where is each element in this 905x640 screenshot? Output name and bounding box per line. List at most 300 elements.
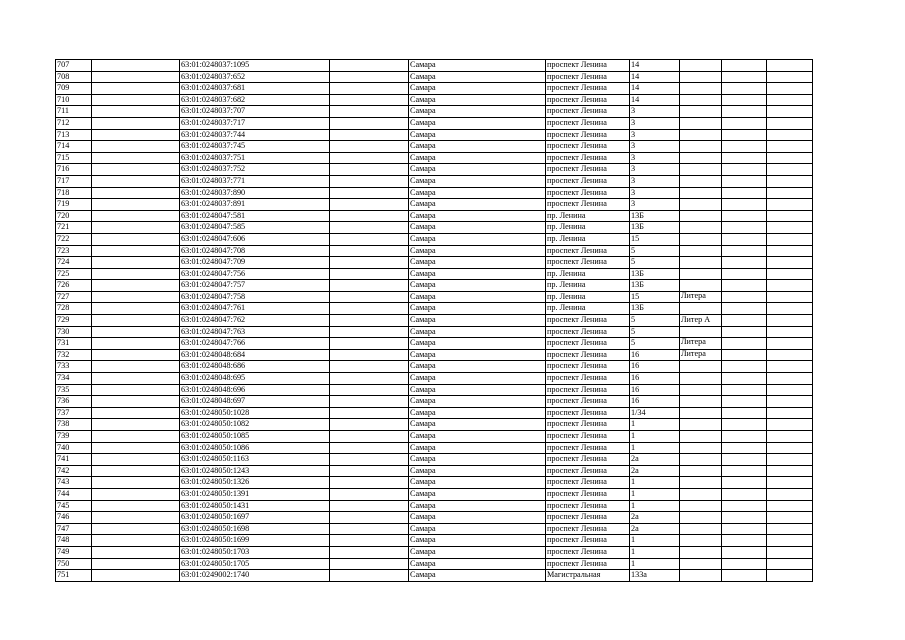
row-number-cell: 737 xyxy=(56,407,92,419)
city-cell: Самара xyxy=(409,222,546,234)
empty-cell xyxy=(92,349,180,361)
cadastral-number-cell: 63:01:0248047:757 xyxy=(180,280,330,292)
empty-cell xyxy=(722,442,767,454)
cadastral-number-cell: 63:01:0248037:745 xyxy=(180,141,330,153)
house-number-cell: 13Б xyxy=(630,210,680,222)
table-row xyxy=(56,384,813,396)
table-row xyxy=(56,500,813,512)
row-number-cell: 744 xyxy=(56,488,92,500)
empty-cell xyxy=(722,338,767,350)
house-number-cell: 16 xyxy=(630,373,680,385)
empty-cell xyxy=(92,187,180,199)
empty-cell xyxy=(92,199,180,211)
street-cell: проспект Ленина xyxy=(546,431,630,443)
liter-cell xyxy=(680,129,722,141)
liter-cell xyxy=(680,106,722,118)
empty-cell xyxy=(722,187,767,199)
row-number-cell: 715 xyxy=(56,152,92,164)
empty-cell xyxy=(767,152,813,164)
table-row xyxy=(56,488,813,500)
liter-cell xyxy=(680,361,722,373)
empty-cell xyxy=(722,257,767,269)
table-row xyxy=(56,175,813,187)
city-cell: Самара xyxy=(409,384,546,396)
empty-cell xyxy=(92,465,180,477)
empty-cell xyxy=(92,442,180,454)
liter-cell xyxy=(680,512,722,524)
liter-cell xyxy=(680,419,722,431)
empty-cell xyxy=(330,210,409,222)
cadastral-number-cell: 63:01:0248037:744 xyxy=(180,129,330,141)
table-row xyxy=(56,523,813,535)
table-row xyxy=(56,477,813,489)
cadastral-number-cell: 63:01:0248050:1028 xyxy=(180,407,330,419)
empty-cell xyxy=(767,535,813,547)
empty-cell xyxy=(722,233,767,245)
empty-cell xyxy=(767,546,813,558)
liter-cell xyxy=(680,83,722,95)
empty-cell xyxy=(330,500,409,512)
empty-cell xyxy=(92,361,180,373)
liter-cell xyxy=(680,442,722,454)
cadastral-number-cell: 63:01:0248037:891 xyxy=(180,199,330,211)
row-number-cell: 710 xyxy=(56,94,92,106)
empty-cell xyxy=(92,222,180,234)
table-row xyxy=(56,94,813,106)
table-row xyxy=(56,141,813,153)
cadastral-number-cell: 63:01:0248050:1082 xyxy=(180,419,330,431)
city-cell: Самара xyxy=(409,129,546,141)
cadastral-number-cell: 63:01:0248037:652 xyxy=(180,71,330,83)
city-cell: Самара xyxy=(409,94,546,106)
city-cell: Самара xyxy=(409,338,546,350)
house-number-cell: 1 xyxy=(630,419,680,431)
row-number-cell: 743 xyxy=(56,477,92,489)
city-cell: Самара xyxy=(409,245,546,257)
cadastral-number-cell: 63:01:0249002:1740 xyxy=(180,570,330,582)
row-number-cell: 749 xyxy=(56,546,92,558)
house-number-cell: 133а xyxy=(630,570,680,582)
empty-cell xyxy=(722,407,767,419)
empty-cell xyxy=(767,396,813,408)
empty-cell xyxy=(92,523,180,535)
house-number-cell: 15 xyxy=(630,233,680,245)
row-number-cell: 734 xyxy=(56,373,92,385)
house-number-cell: 1 xyxy=(630,488,680,500)
street-cell: проспект Ленина xyxy=(546,60,630,72)
empty-cell xyxy=(722,83,767,95)
table-row xyxy=(56,396,813,408)
house-number-cell: 15 xyxy=(630,291,680,303)
empty-cell xyxy=(767,419,813,431)
city-cell: Самара xyxy=(409,407,546,419)
cadastral-number-cell: 63:01:0248050:1326 xyxy=(180,477,330,489)
empty-cell xyxy=(767,570,813,582)
empty-cell xyxy=(722,141,767,153)
row-number-cell: 738 xyxy=(56,419,92,431)
cadastral-number-cell: 63:01:0248048:686 xyxy=(180,361,330,373)
city-cell: Самара xyxy=(409,210,546,222)
empty-cell xyxy=(330,396,409,408)
city-cell: Самара xyxy=(409,431,546,443)
liter-cell xyxy=(680,384,722,396)
empty-cell xyxy=(722,222,767,234)
liter-cell xyxy=(680,94,722,106)
city-cell: Самара xyxy=(409,60,546,72)
empty-cell xyxy=(330,303,409,315)
street-cell: пр. Ленина xyxy=(546,291,630,303)
street-cell: проспект Ленина xyxy=(546,361,630,373)
empty-cell xyxy=(722,465,767,477)
house-number-cell: 1 xyxy=(630,477,680,489)
table-row xyxy=(56,129,813,141)
empty-cell xyxy=(330,106,409,118)
liter-cell xyxy=(680,71,722,83)
empty-cell xyxy=(767,210,813,222)
city-cell: Самара xyxy=(409,141,546,153)
table-row xyxy=(56,558,813,570)
city-cell: Самара xyxy=(409,83,546,95)
cadastral-number-cell: 63:01:0248037:717 xyxy=(180,117,330,129)
house-number-cell: 1/34 xyxy=(630,407,680,419)
house-number-cell: 3 xyxy=(630,152,680,164)
empty-cell xyxy=(330,71,409,83)
liter-cell xyxy=(680,407,722,419)
empty-cell xyxy=(722,419,767,431)
empty-cell xyxy=(330,94,409,106)
row-number-cell: 709 xyxy=(56,83,92,95)
cadastral-number-cell: 63:01:0248048:695 xyxy=(180,373,330,385)
row-number-cell: 717 xyxy=(56,175,92,187)
empty-cell xyxy=(330,361,409,373)
liter-cell xyxy=(680,199,722,211)
liter-cell xyxy=(680,164,722,176)
empty-cell xyxy=(767,558,813,570)
cadastral-number-cell: 63:01:0248047:709 xyxy=(180,257,330,269)
house-number-cell: 14 xyxy=(630,83,680,95)
cadastral-number-cell: 63:01:0248050:1698 xyxy=(180,523,330,535)
row-number-cell: 720 xyxy=(56,210,92,222)
street-cell: проспект Ленина xyxy=(546,384,630,396)
cadastral-number-cell: 63:01:0248047:606 xyxy=(180,233,330,245)
table-row xyxy=(56,83,813,95)
house-number-cell: 14 xyxy=(630,71,680,83)
empty-cell xyxy=(92,233,180,245)
row-number-cell: 741 xyxy=(56,454,92,466)
house-number-cell: 1 xyxy=(630,535,680,547)
row-number-cell: 732 xyxy=(56,349,92,361)
house-number-cell: 13Б xyxy=(630,268,680,280)
table-row xyxy=(56,338,813,350)
city-cell: Самара xyxy=(409,303,546,315)
street-cell: проспект Ленина xyxy=(546,523,630,535)
empty-cell xyxy=(722,512,767,524)
house-number-cell: 5 xyxy=(630,326,680,338)
empty-cell xyxy=(330,477,409,489)
street-cell: пр. Ленина xyxy=(546,233,630,245)
liter-cell xyxy=(680,117,722,129)
city-cell: Самара xyxy=(409,257,546,269)
liter-cell xyxy=(680,570,722,582)
empty-cell xyxy=(92,245,180,257)
street-cell: проспект Ленина xyxy=(546,199,630,211)
empty-cell xyxy=(767,303,813,315)
house-number-cell: 1 xyxy=(630,546,680,558)
empty-cell xyxy=(92,83,180,95)
empty-cell xyxy=(722,106,767,118)
street-cell: проспект Ленина xyxy=(546,257,630,269)
empty-cell xyxy=(722,384,767,396)
city-cell: Самара xyxy=(409,454,546,466)
empty-cell xyxy=(92,280,180,292)
cadastral-number-cell: 63:01:0248050:1391 xyxy=(180,488,330,500)
cadastral-number-cell: 63:01:0248047:581 xyxy=(180,210,330,222)
table-row xyxy=(56,199,813,211)
liter-cell xyxy=(680,210,722,222)
empty-cell xyxy=(722,477,767,489)
empty-cell xyxy=(767,233,813,245)
empty-cell xyxy=(767,199,813,211)
house-number-cell: 13Б xyxy=(630,280,680,292)
row-number-cell: 712 xyxy=(56,117,92,129)
street-cell: проспект Ленина xyxy=(546,187,630,199)
row-number-cell: 742 xyxy=(56,465,92,477)
empty-cell xyxy=(722,396,767,408)
liter-cell xyxy=(680,222,722,234)
street-cell: проспект Ленина xyxy=(546,349,630,361)
empty-cell xyxy=(722,326,767,338)
empty-cell xyxy=(92,373,180,385)
cadastral-number-cell: 63:01:0248050:1697 xyxy=(180,512,330,524)
street-cell: проспект Ленина xyxy=(546,407,630,419)
empty-cell xyxy=(722,500,767,512)
liter-cell xyxy=(680,454,722,466)
house-number-cell: 1 xyxy=(630,442,680,454)
empty-cell xyxy=(330,187,409,199)
empty-cell xyxy=(330,349,409,361)
city-cell: Самара xyxy=(409,117,546,129)
row-number-cell: 729 xyxy=(56,315,92,327)
table-row xyxy=(56,71,813,83)
liter-cell xyxy=(680,152,722,164)
table-row xyxy=(56,361,813,373)
table-row xyxy=(56,454,813,466)
city-cell: Самара xyxy=(409,396,546,408)
empty-cell xyxy=(722,488,767,500)
cadastral-number-cell: 63:01:0248050:1705 xyxy=(180,558,330,570)
empty-cell xyxy=(92,60,180,72)
table-row xyxy=(56,349,813,361)
empty-cell xyxy=(330,222,409,234)
street-cell: проспект Ленина xyxy=(546,442,630,454)
liter-cell xyxy=(680,431,722,443)
city-cell: Самара xyxy=(409,349,546,361)
empty-cell xyxy=(767,268,813,280)
row-number-cell: 707 xyxy=(56,60,92,72)
row-number-cell: 724 xyxy=(56,257,92,269)
cadastral-number-cell: 63:01:0248048:696 xyxy=(180,384,330,396)
empty-cell xyxy=(330,523,409,535)
empty-cell xyxy=(767,164,813,176)
empty-cell xyxy=(767,60,813,72)
empty-cell xyxy=(92,407,180,419)
empty-cell xyxy=(722,303,767,315)
empty-cell xyxy=(330,60,409,72)
row-number-cell: 708 xyxy=(56,71,92,83)
street-cell: проспект Ленина xyxy=(546,558,630,570)
empty-cell xyxy=(92,454,180,466)
table-row xyxy=(56,431,813,443)
empty-cell xyxy=(330,384,409,396)
empty-cell xyxy=(92,210,180,222)
city-cell: Самара xyxy=(409,199,546,211)
house-number-cell: 3 xyxy=(630,141,680,153)
cadastral-number-cell: 63:01:0248037:752 xyxy=(180,164,330,176)
city-cell: Самара xyxy=(409,477,546,489)
empty-cell xyxy=(92,152,180,164)
street-cell: пр. Ленина xyxy=(546,280,630,292)
empty-cell xyxy=(330,280,409,292)
liter-cell xyxy=(680,396,722,408)
row-number-cell: 730 xyxy=(56,326,92,338)
row-number-cell: 728 xyxy=(56,303,92,315)
empty-cell xyxy=(92,71,180,83)
empty-cell xyxy=(92,315,180,327)
row-number-cell: 723 xyxy=(56,245,92,257)
empty-cell xyxy=(722,558,767,570)
empty-cell xyxy=(330,326,409,338)
row-number-cell: 719 xyxy=(56,199,92,211)
empty-cell xyxy=(767,477,813,489)
house-number-cell: 13Б xyxy=(630,222,680,234)
empty-cell xyxy=(330,129,409,141)
table-row xyxy=(56,512,813,524)
empty-cell xyxy=(92,129,180,141)
empty-cell xyxy=(722,546,767,558)
empty-cell xyxy=(92,175,180,187)
liter-cell xyxy=(680,488,722,500)
empty-cell xyxy=(722,373,767,385)
empty-cell xyxy=(767,83,813,95)
empty-cell xyxy=(92,257,180,269)
table-row xyxy=(56,257,813,269)
empty-cell xyxy=(767,326,813,338)
city-cell: Самара xyxy=(409,268,546,280)
cadastral-number-cell: 63:01:0248050:1163 xyxy=(180,454,330,466)
empty-cell xyxy=(722,291,767,303)
cadastral-number-cell: 63:01:0248037:681 xyxy=(180,83,330,95)
empty-cell xyxy=(330,442,409,454)
table-row xyxy=(56,419,813,431)
house-number-cell: 2а xyxy=(630,454,680,466)
empty-cell xyxy=(92,500,180,512)
city-cell: Самара xyxy=(409,280,546,292)
house-number-cell: 3 xyxy=(630,106,680,118)
cadastral-number-cell: 63:01:0248048:697 xyxy=(180,396,330,408)
street-cell: проспект Ленина xyxy=(546,488,630,500)
street-cell: пр. Ленина xyxy=(546,210,630,222)
empty-cell xyxy=(767,349,813,361)
cadastral-number-cell: 63:01:0248047:708 xyxy=(180,245,330,257)
table-row xyxy=(56,222,813,234)
street-cell: проспект Ленина xyxy=(546,164,630,176)
liter-cell xyxy=(680,500,722,512)
empty-cell xyxy=(767,512,813,524)
empty-cell xyxy=(767,71,813,83)
cadastral-number-cell: 63:01:0248050:1699 xyxy=(180,535,330,547)
empty-cell xyxy=(92,431,180,443)
empty-cell xyxy=(330,465,409,477)
street-cell: пр. Ленина xyxy=(546,222,630,234)
city-cell: Самара xyxy=(409,326,546,338)
street-cell: проспект Ленина xyxy=(546,71,630,83)
empty-cell xyxy=(330,141,409,153)
cadastral-number-cell: 63:01:0248050:1086 xyxy=(180,442,330,454)
street-cell: проспект Ленина xyxy=(546,419,630,431)
empty-cell xyxy=(767,488,813,500)
table-row xyxy=(56,315,813,327)
liter-cell xyxy=(680,326,722,338)
empty-cell xyxy=(722,280,767,292)
house-number-cell: 1 xyxy=(630,558,680,570)
house-number-cell: 5 xyxy=(630,338,680,350)
street-cell: проспект Ленина xyxy=(546,454,630,466)
empty-cell xyxy=(767,291,813,303)
liter-cell xyxy=(680,187,722,199)
row-number-cell: 733 xyxy=(56,361,92,373)
empty-cell xyxy=(92,303,180,315)
street-cell: проспект Ленина xyxy=(546,396,630,408)
empty-cell xyxy=(330,535,409,547)
house-number-cell: 5 xyxy=(630,315,680,327)
house-number-cell: 2а xyxy=(630,465,680,477)
city-cell: Самара xyxy=(409,419,546,431)
liter-cell xyxy=(680,233,722,245)
empty-cell xyxy=(330,419,409,431)
empty-cell xyxy=(722,60,767,72)
empty-cell xyxy=(330,558,409,570)
city-cell: Самара xyxy=(409,361,546,373)
empty-cell xyxy=(92,477,180,489)
street-cell: проспект Ленина xyxy=(546,326,630,338)
city-cell: Самара xyxy=(409,187,546,199)
empty-cell xyxy=(92,117,180,129)
empty-cell xyxy=(767,315,813,327)
liter-cell xyxy=(680,141,722,153)
city-cell: Самара xyxy=(409,291,546,303)
row-number-cell: 745 xyxy=(56,500,92,512)
street-cell: проспект Ленина xyxy=(546,465,630,477)
street-cell: проспект Ленина xyxy=(546,245,630,257)
city-cell: Самара xyxy=(409,512,546,524)
empty-cell xyxy=(92,94,180,106)
house-number-cell: 13Б xyxy=(630,303,680,315)
row-number-cell: 736 xyxy=(56,396,92,408)
empty-cell xyxy=(767,245,813,257)
cadastral-number-cell: 63:01:0248047:763 xyxy=(180,326,330,338)
house-number-cell: 3 xyxy=(630,129,680,141)
empty-cell xyxy=(767,280,813,292)
cadastral-number-cell: 63:01:0248037:771 xyxy=(180,175,330,187)
street-cell: проспект Ленина xyxy=(546,373,630,385)
liter-cell xyxy=(680,60,722,72)
empty-cell xyxy=(92,488,180,500)
table-row xyxy=(56,210,813,222)
city-cell: Самара xyxy=(409,535,546,547)
liter-cell xyxy=(680,268,722,280)
city-cell: Самара xyxy=(409,71,546,83)
empty-cell xyxy=(330,257,409,269)
